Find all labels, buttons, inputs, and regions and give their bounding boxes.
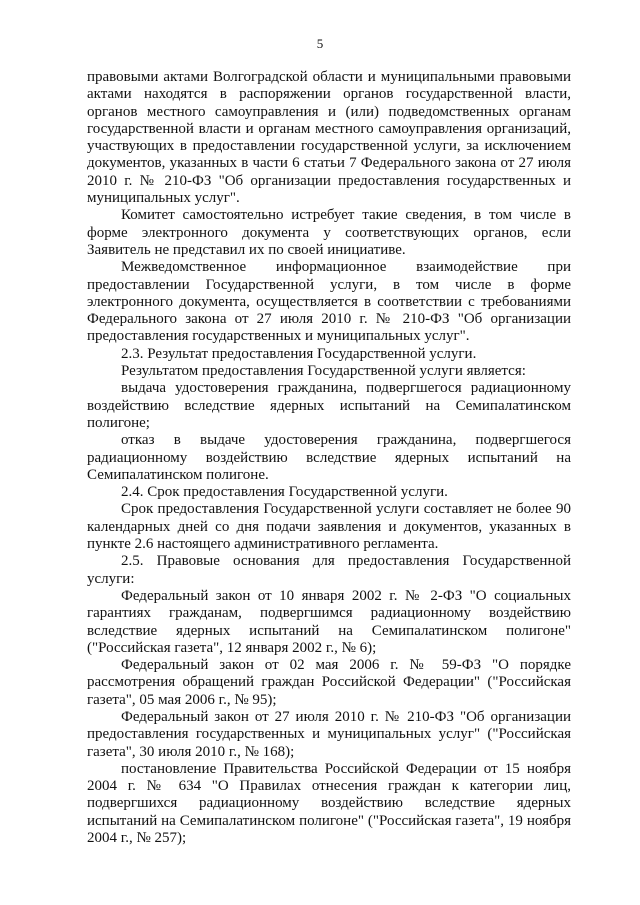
paragraph-result-issue: выдача удостоверения гражданина, подвергшегося радиационному воздействию вследствие ядерных испытаний на Семипалатинском полигоне; <box>87 380 571 431</box>
document-body <box>87 69 571 847</box>
section-heading-2-3: 2.3. Результат предоставления Государственной услуги. <box>121 345 477 362</box>
paragraph-term: Срок предоставления Государственной услуги составляет не более 90 календарных дней со дня подачи заявления и документов, указанных в пункте 2.6 настоящего административного регламента. <box>87 501 571 553</box>
paragraph-legal-acts-continuation: правовыми актами Волгоградской области и муниципальными правовыми актами находятся в распоряжении органов государственной власти, органов местного самоуправления и (или) подведомственных органам государственной власти и органам местного самоуправления организаций, участвующих в предоставлении государственной услуги, за исключением документов, указанных в части 6 статьи 7 Федерального закона от 27 июля 2010 г. № 210-ФЗ "Об организации предоставления государственных и муниципальных услуг". <box>87 69 571 207</box>
paragraph-result-refusal: отказ в выдаче удостоверения гражданина, подвергшегося радиационному воздействию вследствие ядерных испытаний на Семипалатинском полигоне. <box>87 432 571 483</box>
paragraph-law-59-fz: Федеральный закон от 02 мая 2006 г. № 59-ФЗ "О порядке рассмотрения обращений граждан Российской Федерации" ("Российская газета", 05 мая 2006 г., № 95); <box>87 657 571 708</box>
paragraph-committee-requests: Комитет самостоятельно истребует такие сведения, в том числе в форме электронного документа у соответствующих органов, если Заявитель не представил их по своей инициативе. <box>87 207 571 258</box>
section-heading-2-4: 2.4. Срок предоставления Государственной услуги. <box>121 484 448 501</box>
paragraph-decree-634: постановление Правительства Российской Федерации от 15 ноября 2004 г. № 634 "О Правилах отнесения граждан к категории лиц, подвергшихся радиационному воздействию вследствие ядерных испытаний на Семипалатинском полигоне" ("Российская газета", 19 ноября 2004 г., № 257); <box>87 760 571 847</box>
paragraph-result-intro: Результатом предоставления Государственной услуги является: <box>121 363 526 380</box>
paragraph-interagency-interaction: Межведомственное информационное взаимодействие при предоставлении Государственной услуги, в том числе в форме электронного документа, осуществляется в соответствии с требованиями Федерального закона от 27 июля 2010 г. № 210-ФЗ "Об организации предоставления государственных и муниципальных услуг". <box>87 259 571 345</box>
page-number: 5 <box>316 36 324 51</box>
paragraph-law-210-fz: Федеральный закон от 27 июля 2010 г. № 210-ФЗ "Об организации предоставления государственных и муниципальных услуг" ("Российская газета", 30 июля 2010 г., № 168); <box>87 708 571 760</box>
paragraph-law-2-fz: Федеральный закон от 10 января 2002 г. № 2-ФЗ "О социальных гарантиях гражданам, подвергшимся радиационному воздействию вследствие ядерных испытаний на Семипалатинском полигоне" ("Российская газета", 12 января 2002 г., № 6); <box>87 587 571 656</box>
section-heading-2-5: 2.5. Правовые основания для предоставления Государственной услуги: <box>87 553 571 587</box>
